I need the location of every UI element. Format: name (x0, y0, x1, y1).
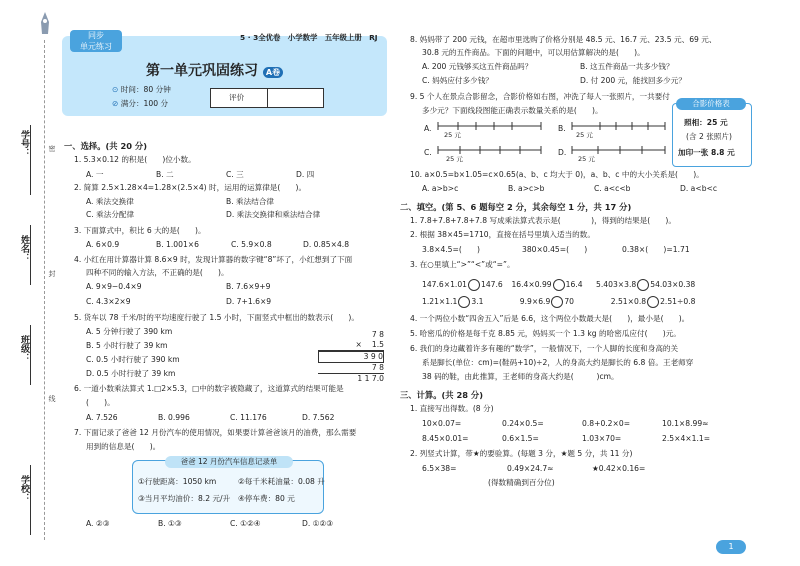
c2-items: 6.5×38= 0.49×24.7≈ ★0.42×0.16= (422, 464, 646, 473)
calc-highlighted-row: 3 9 0 (318, 351, 384, 363)
q2-option-a: A. 乘法交换律 (86, 197, 134, 206)
binding-strip (0, 0, 56, 566)
compare-circle[interactable] (553, 279, 565, 291)
q9-line1: 9. 5 个人在景点合影留念，合影价格如右图，冲洗了每人一张照片，一共要付 (410, 92, 670, 101)
page-number: 1 (716, 540, 746, 554)
name-label: 姓名： (19, 235, 29, 262)
f6-line1: 6. 我们的身边藏着许多有趣的“数学”，一般情况下，一个人脚的长度和身高的关 (410, 344, 679, 353)
q4-option-c: C. 4.3×2×9 (86, 297, 131, 306)
bind-mark: 密 (48, 145, 56, 152)
card-item: ①行驶距离：1050 km (138, 477, 217, 486)
q9-option-c: C. (424, 148, 432, 157)
q5-option-a: A. 5 分钟行驶了 390 km (86, 327, 173, 336)
card-item: ③当月平均油价：8.2 元/升 (138, 494, 231, 503)
calc-row: 1 1 7.0 (357, 374, 384, 383)
compare-circle[interactable] (468, 279, 480, 291)
q4-option-b: B. 7.6×9+9 (226, 282, 271, 291)
q7-line1: 7. 下面记录了爸爸 12 月份汽车的使用情况，如果要计算爸爸该月的油费，那么需要 (74, 428, 357, 437)
q6-options: A. 7.526 B. 0.996 C. 11.176 D. 7.562 (86, 413, 335, 422)
class-label: 班级： (19, 335, 29, 362)
q9-seg-label: 25 元 (444, 131, 461, 139)
line-mark: 线 (48, 395, 56, 402)
check-icon: ⊘ (112, 99, 121, 108)
clock-icon: ⊙ (112, 85, 121, 94)
q6-line1: 6. 一道小数乘法算式 1.□2×5.3，□中的数字被隐藏了，这道算式的结果可能是 (74, 384, 344, 393)
school-blank[interactable] (30, 465, 31, 535)
section-choice-heading: 一、选择。(共 20 分) (64, 141, 147, 151)
c1-row1: 10×0.07= 0.24×0.5= 0.8+0.2×0= 10.1×8.99≈ (422, 419, 709, 428)
f3-row1: 147.6×1.01 147.6 16.4×0.99 16.4 5.403×3.8 54.03×0.38 (422, 280, 696, 289)
q7-line2: 用到的信息是( )。 (86, 442, 161, 451)
q5-text: 5. 货车以 78 千米/时的平均速度行驶了 1.5 小时，下面竖式中框出的数表示( )。 (74, 313, 359, 322)
series-label: 5 · 3全优卷 小学数学 五年级上册 RJ (240, 33, 378, 42)
c1-text: 1. 直接写出得数。(8 分) (410, 404, 494, 413)
q9-option-a: A. (424, 124, 432, 133)
q2-option-c: C. 乘法分配律 (86, 210, 135, 219)
q2-option-b: B. 乘法结合律 (226, 197, 275, 206)
section-fill-heading: 二、填空。(第 5、6 题每空 2 分，其余每空 1 分，共 17 分) (400, 202, 632, 212)
calc-row: 7 8 (318, 363, 384, 374)
f3-row2: 1.21×1.1 3.1 9.9×6.9 70 2.51×0.8 2.51÷0.8 (422, 297, 696, 306)
q5-option-b: B. 5 小时行驶了 39 km (86, 341, 168, 350)
student-id-label: 学号： (19, 130, 29, 157)
car-record-title: 爸爸 12 月份汽车信息记录单 (165, 456, 293, 468)
q9-line2: 多少元？下面线段图能正确表示数量关系的是( )。 (422, 106, 603, 115)
c1-row2: 8.45×0.01= 0.6×1.5= 1.03×70= 2.5×4×1.1= (422, 434, 711, 443)
q9-seg-label: 25 元 (578, 155, 595, 163)
rocket-icon (40, 12, 50, 42)
f2-text: 2. 根据 38×45=1710，直接在括号里填入适当的数。 (410, 230, 595, 239)
page-title: 第一单元巩固练习 A卷 (146, 60, 283, 80)
compare-circle[interactable] (551, 296, 563, 308)
price-line: 照相：25 元 (684, 118, 728, 127)
q5-option-c: C. 0.5 小时行驶了 390 km (86, 355, 180, 364)
compare-circle[interactable] (647, 296, 659, 308)
car-record-card (132, 460, 324, 514)
class-blank[interactable] (30, 325, 31, 385)
f5-text: 5. 哈密瓜的价格是每千克 8.85 元，妈妈买一个 1.3 kg 的哈密瓜应付( )元。 (410, 329, 681, 338)
calc-row: × 1.5 (318, 340, 384, 351)
full-score-info: ⊘ 满分：100 分 (112, 99, 169, 108)
q2-text: 2. 简算 2.5×1.28×4=1.28×(2.5×4) 时，运用的运算律是( )。 (74, 183, 307, 192)
q3-text: 3. 下面算式中，积比 6 大的是( )。 (74, 226, 206, 235)
q3-options: A. 6×0.9 B. 1.001×6 C. 5.9×0.8 D. 0.85×4.8 (86, 240, 350, 249)
q9-seg-label: 25 元 (576, 131, 593, 139)
f1-text: 1. 7.8+7.8+7.8+7.8 写成乘法算式表示是( )，得到的结果是( )。 (410, 216, 676, 225)
price-table-title: 合影价格表 (676, 98, 746, 110)
q2-option-d: D. 乘法交换律和乘法结合律 (226, 210, 321, 219)
q8-line1: 8. 妈妈带了 200 元钱，在超市里选购了价格分别是 48.5 元、16.7 元、23.5 元、69 元、 (410, 35, 717, 44)
unit-tab: 同步 单元练习 (70, 30, 122, 52)
student-id-blank[interactable] (30, 125, 31, 195)
q9-option-b: B. (558, 124, 566, 133)
vertical-calculation (318, 330, 384, 384)
price-line: 加印一张 8.8 元 (678, 148, 735, 157)
section-calc-heading: 三、计算。(共 28 分) (400, 390, 483, 400)
seal-mark: 封 (48, 270, 56, 277)
q4-option-d: D. 7+1.6×9 (226, 297, 272, 306)
q10-text: 10. a×0.5=b×1.05=c×0.65(a、b、c 均大于 0)，a、b、c 中的大小关系是( )。 (410, 170, 704, 179)
c2-text: 2. 列竖式计算，带★的要验算。(每题 3 分，★题 5 分，共 11 分) (410, 449, 633, 458)
c2-note: (得数精确到百分位) (488, 478, 555, 487)
f6-line2: 系是脚长(单位：cm)=(鞋码+10)÷2，人的身高大约是脚长的 6.8 倍。王老师穿 (422, 358, 694, 367)
time-info: ⊙ 时间：80 分钟 (112, 85, 171, 94)
q10-options: A. a>b>c B. a>c>b C. a<c<b D. a<b<c (422, 184, 718, 193)
f3-text: 3. 在○里填上“>”“<”或“=”。 (410, 260, 515, 269)
q9-seg-label: 25 元 (446, 155, 463, 163)
cut-line (44, 40, 45, 540)
q5-option-d: D. 0.5 小时行驶了 39 km (86, 369, 176, 378)
q7-options: A. ②③ B. ①③ C. ①②④ D. ①②③ (86, 519, 334, 528)
q4-line2: 四种不同的输入方法，不正确的是( )。 (86, 268, 229, 277)
q1-options: A. 一 B. 二 C. 三 D. 四 (86, 170, 315, 179)
card-item: ④停车费：80 元 (238, 494, 295, 503)
score-label: 评价 (229, 93, 245, 102)
q8-line2: 30.8 元的五件商品。下面的问题中，可以用估算解决的是( )。 (422, 48, 645, 57)
q4-line1: 4. 小红在用计算器计算 8.6×9 时，发现计算器的数字键“8”坏了，小红想到了下面 (74, 255, 353, 264)
q9-option-d: D. (558, 148, 567, 157)
q8-option-d: D. 付 200 元，能找回多少元？ (580, 76, 686, 85)
f2-items: 3.8×4.5=( ) 380×0.45=( ) 0.38×( )=1.71 (422, 245, 690, 254)
f6-line3: 38 码的鞋，由此推算，王老师的身高大约是( )cm。 (422, 372, 619, 381)
score-box[interactable] (210, 88, 324, 108)
q4-option-a: A. 9×9−0.4×9 (86, 282, 142, 291)
card-item: ②每千米耗油量：0.08 升 (238, 477, 325, 486)
compare-circle[interactable] (637, 279, 649, 291)
q8-option-b: B. 这五件商品一共多少钱？ (580, 62, 674, 71)
calc-row: 7 8 (371, 330, 384, 339)
f4-text: 4. 一个两位小数“四舍五入”后是 6.6，这个两位小数最大是( )，最小是( )。 (410, 314, 690, 323)
compare-circle[interactable] (458, 296, 470, 308)
school-label: 学校： (19, 475, 29, 502)
name-blank[interactable] (30, 225, 31, 285)
q8-option-a: A. 200 元钱够买这五件商品吗？ (422, 62, 533, 71)
price-line: (含 2 张照片) (686, 132, 732, 141)
q6-line2: ( )。 (86, 398, 115, 407)
q8-option-c: C. 妈妈应付多少钱？ (422, 76, 493, 85)
q1-text: 1. 5.3×0.12 的积是( )位小数。 (74, 155, 196, 164)
